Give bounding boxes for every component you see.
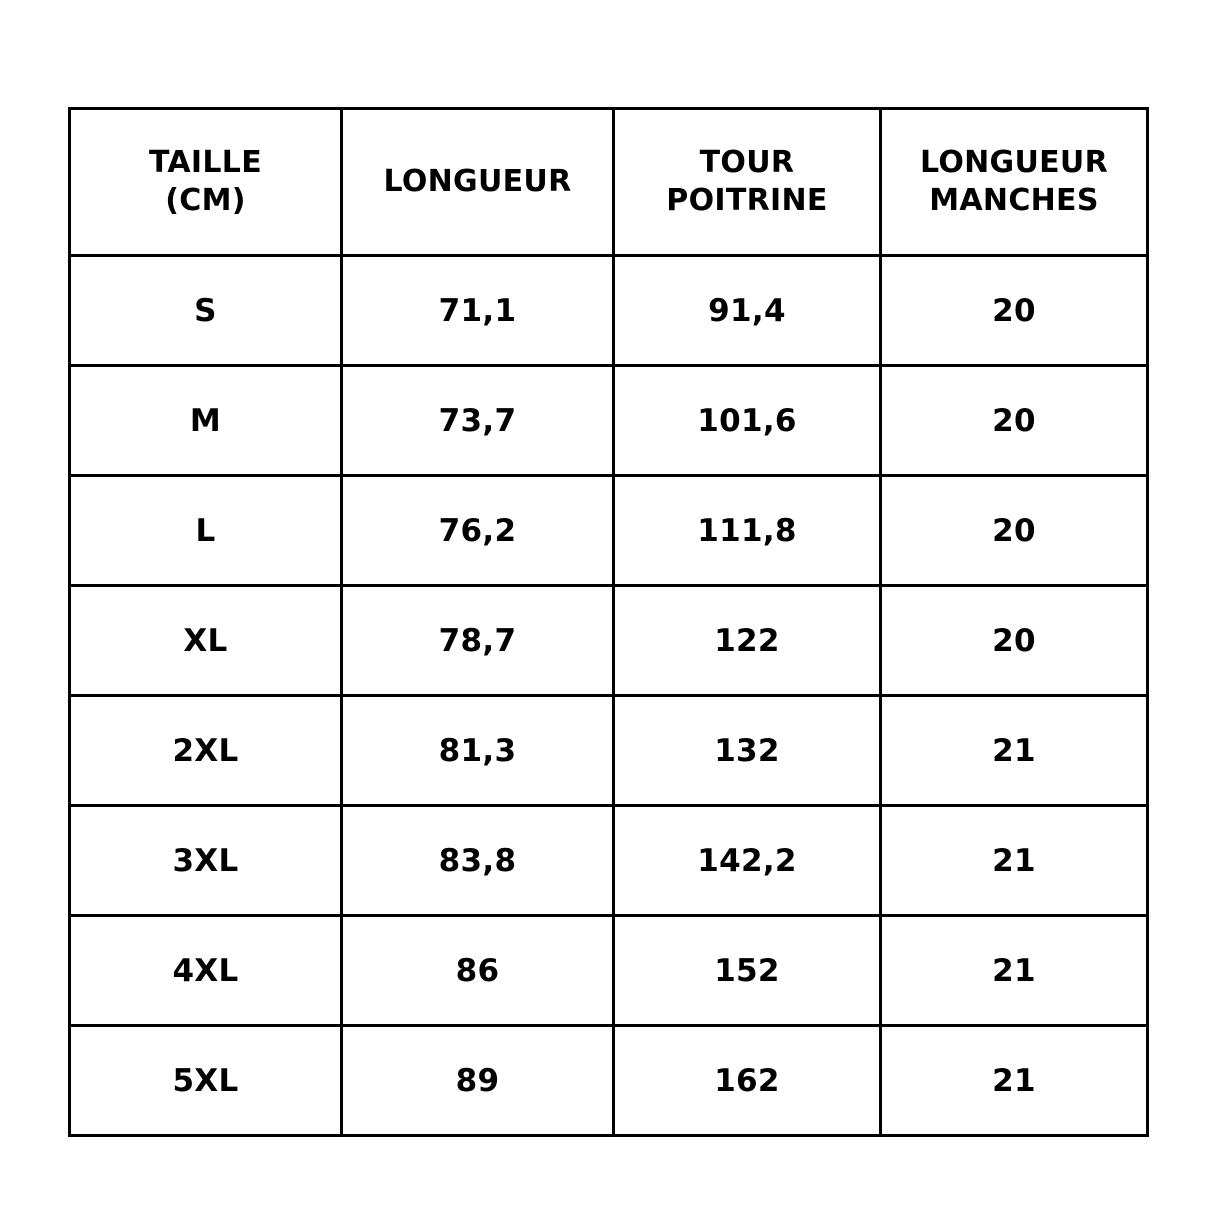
- cell-taille: S: [70, 256, 342, 366]
- cell-taille: XL: [70, 586, 342, 696]
- cell-longueur: 86: [342, 916, 614, 1026]
- cell-tour-poitrine: 152: [614, 916, 881, 1026]
- cell-tour-poitrine: 142,2: [614, 806, 881, 916]
- cell-longueur: 81,3: [342, 696, 614, 806]
- column-header-taille-line-1: TAILLE: [148, 144, 263, 180]
- cell-taille: 2XL: [70, 696, 342, 806]
- column-header-longueur: [342, 109, 614, 256]
- cell-longueur: 89: [342, 1026, 614, 1136]
- cell-longueur-manches: 21: [881, 696, 1148, 806]
- cell-taille: 3XL: [70, 806, 342, 916]
- column-header-longueur-manches-line-1: LONGUEUR: [920, 144, 1108, 180]
- cell-tour-poitrine: 132: [614, 696, 881, 806]
- column-header-tour-poitrine: [614, 109, 881, 256]
- size-chart-table: [68, 107, 1149, 1137]
- column-header-longueur-manches-line-2: MANCHES: [929, 183, 1099, 218]
- cell-longueur-manches: 20: [881, 586, 1148, 696]
- cell-taille: M: [70, 366, 342, 476]
- table-header-row: [70, 109, 1148, 256]
- table-row: [70, 916, 1148, 1026]
- cell-longueur-manches: 20: [881, 366, 1148, 476]
- cell-tour-poitrine: 91,4: [614, 256, 881, 366]
- table-body: [70, 256, 1148, 1136]
- cell-longueur-manches: 20: [881, 256, 1148, 366]
- cell-longueur-manches: 21: [881, 916, 1148, 1026]
- table-row: [70, 256, 1148, 366]
- cell-taille: 4XL: [70, 916, 342, 1026]
- table-row: [70, 476, 1148, 586]
- cell-longueur: 78,7: [342, 586, 614, 696]
- cell-longueur: 83,8: [342, 806, 614, 916]
- table-row: [70, 586, 1148, 696]
- size-chart-container: [68, 107, 1146, 1137]
- cell-longueur-manches: 20: [881, 476, 1148, 586]
- cell-taille: L: [70, 476, 342, 586]
- column-header-taille: [70, 109, 342, 256]
- cell-longueur-manches: 21: [881, 806, 1148, 916]
- cell-tour-poitrine: 162: [614, 1026, 881, 1136]
- cell-longueur: 73,7: [342, 366, 614, 476]
- column-header-tour-poitrine-line-2: POITRINE: [666, 183, 828, 218]
- column-header-longueur-line-1: LONGUEUR: [383, 163, 572, 199]
- column-header-tour-poitrine-line-1: TOUR: [699, 144, 795, 180]
- cell-taille: 5XL: [70, 1026, 342, 1136]
- table-row: [70, 1026, 1148, 1136]
- cell-tour-poitrine: 101,6: [614, 366, 881, 476]
- cell-longueur: 71,1: [342, 256, 614, 366]
- cell-tour-poitrine: 122: [614, 586, 881, 696]
- table-row: [70, 366, 1148, 476]
- table-row: [70, 696, 1148, 806]
- table-header: [70, 109, 1148, 256]
- cell-longueur-manches: 21: [881, 1026, 1148, 1136]
- cell-longueur: 76,2: [342, 476, 614, 586]
- table-row: [70, 806, 1148, 916]
- column-header-longueur-manches: [881, 109, 1148, 256]
- column-header-taille-line-2: (CM): [165, 183, 246, 218]
- cell-tour-poitrine: 111,8: [614, 476, 881, 586]
